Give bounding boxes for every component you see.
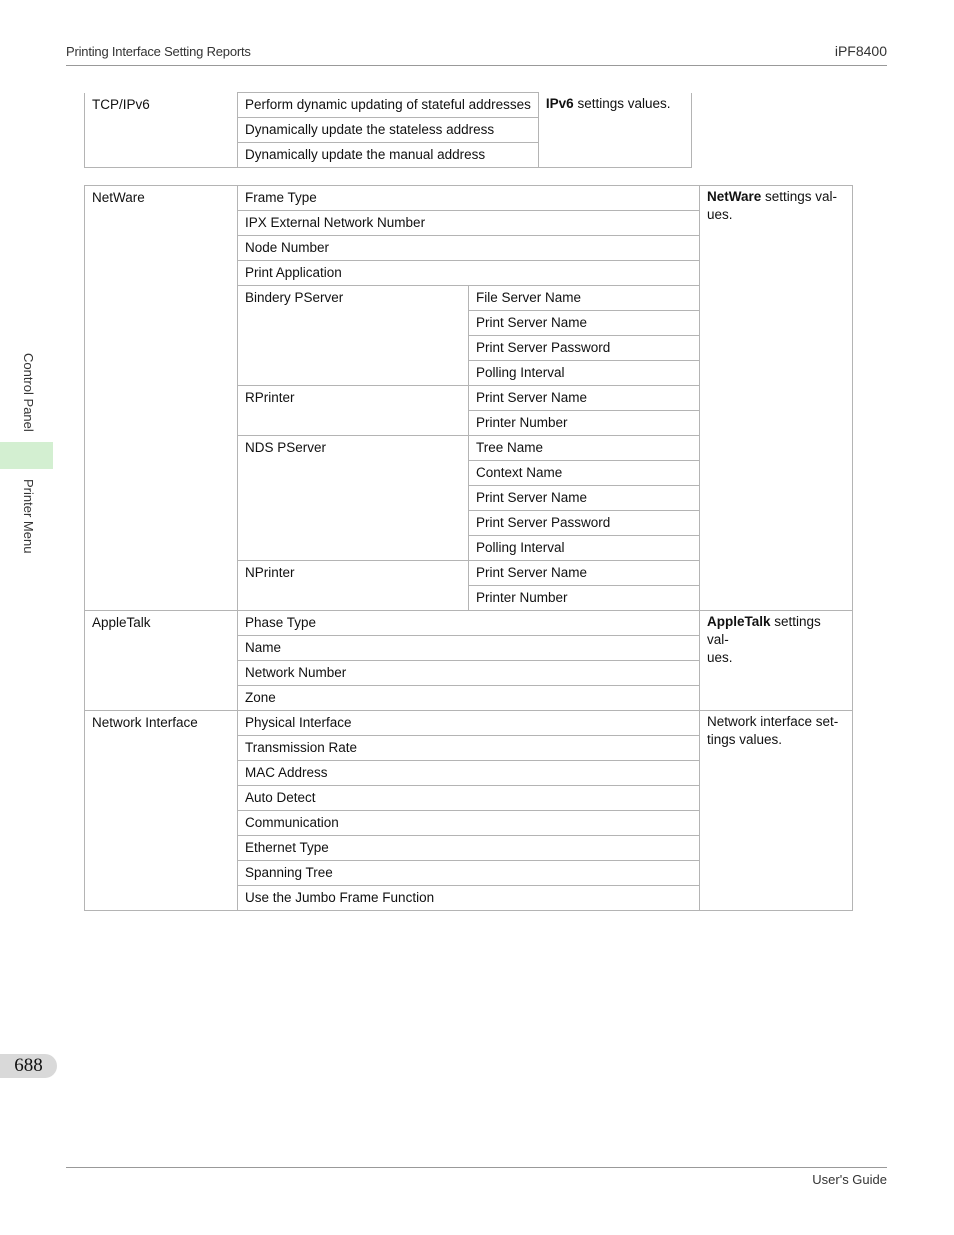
netware-row: IPX External Network Number <box>238 211 700 236</box>
netif-description: Network interface set- tings values. <box>700 711 853 911</box>
running-header-model: iPF8400 <box>834 43 887 59</box>
netware-row: Node Number <box>238 236 700 261</box>
netif-row: Ethernet Type <box>238 836 700 861</box>
netware-group-item: Polling Interval <box>469 361 700 386</box>
netware-desc-rest: settings val- ues. <box>707 189 838 222</box>
appletalk-row: Name <box>238 636 700 661</box>
tcpipv6-name: TCP/IPv6 <box>85 93 238 168</box>
netif-name: Network Interface <box>85 711 238 911</box>
netware-group-label: RPrinter <box>238 386 469 436</box>
netware-name: NetWare <box>85 186 238 611</box>
netif-row: Use the Jumbo Frame Function <box>238 886 700 911</box>
netware-row: Print Application <box>238 261 700 286</box>
netware-group-item: Tree Name <box>469 436 700 461</box>
appletalk-row: Zone <box>238 686 700 711</box>
running-header-section: Printing Interface Setting Reports <box>66 44 251 59</box>
netware-group-item: Print Server Name <box>469 311 700 336</box>
netware-group-item: Printer Number <box>469 586 700 611</box>
tcpipv6-row: Dynamically update the stateless address <box>238 118 539 143</box>
network-settings-table <box>84 185 853 911</box>
tcpipv6-desc-bold: IPv6 <box>545 95 574 111</box>
side-tab-marker <box>0 442 53 469</box>
netware-description <box>700 186 853 611</box>
netware-group-item: Printer Number <box>469 411 700 436</box>
netware-row: Frame Type <box>238 186 700 211</box>
netif-row: Transmission Rate <box>238 736 700 761</box>
side-tab-control-panel[interactable]: Control Panel <box>21 353 36 432</box>
netif-row: Physical Interface <box>238 711 700 736</box>
appletalk-description <box>700 611 853 711</box>
netware-group-item: File Server Name <box>469 286 700 311</box>
tcpipv6-table <box>84 92 692 168</box>
netware-group-item: Print Server Name <box>469 561 700 586</box>
footer-label: User's Guide <box>812 1172 887 1187</box>
netware-group-item: Print Server Name <box>469 386 700 411</box>
header-rule <box>66 65 887 66</box>
netware-group-label: Bindery PServer <box>238 286 469 386</box>
tcpipv6-description <box>538 93 691 168</box>
netif-row: Communication <box>238 811 700 836</box>
appletalk-desc-rest: settings val- ues. <box>707 614 821 665</box>
netware-group-item: Print Server Name <box>469 486 700 511</box>
netware-group-label: NDS PServer <box>238 436 469 561</box>
netif-row: MAC Address <box>238 761 700 786</box>
netware-group-item: Polling Interval <box>469 536 700 561</box>
page-number: 688 <box>0 1054 57 1078</box>
netware-group-item: Print Server Password <box>469 511 700 536</box>
netware-group-item: Context Name <box>469 461 700 486</box>
netif-row: Spanning Tree <box>238 861 700 886</box>
tcpipv6-desc-rest: settings values. <box>573 95 671 111</box>
netware-desc-bold: NetWare <box>707 189 762 204</box>
appletalk-name: AppleTalk <box>85 611 238 711</box>
appletalk-row: Network Number <box>238 661 700 686</box>
appletalk-desc-bold: AppleTalk <box>707 614 771 629</box>
appletalk-row: Phase Type <box>238 611 700 636</box>
netif-row: Auto Detect <box>238 786 700 811</box>
side-tab-printer-menu[interactable]: Printer Menu <box>21 479 36 554</box>
netware-group-item: Print Server Password <box>469 336 700 361</box>
netware-group-label: NPrinter <box>238 561 469 611</box>
tcpipv6-row: Dynamically update the manual address <box>238 143 539 168</box>
footer-rule <box>66 1167 887 1168</box>
tcpipv6-row: Perform dynamic updating of stateful addresses <box>238 93 539 118</box>
